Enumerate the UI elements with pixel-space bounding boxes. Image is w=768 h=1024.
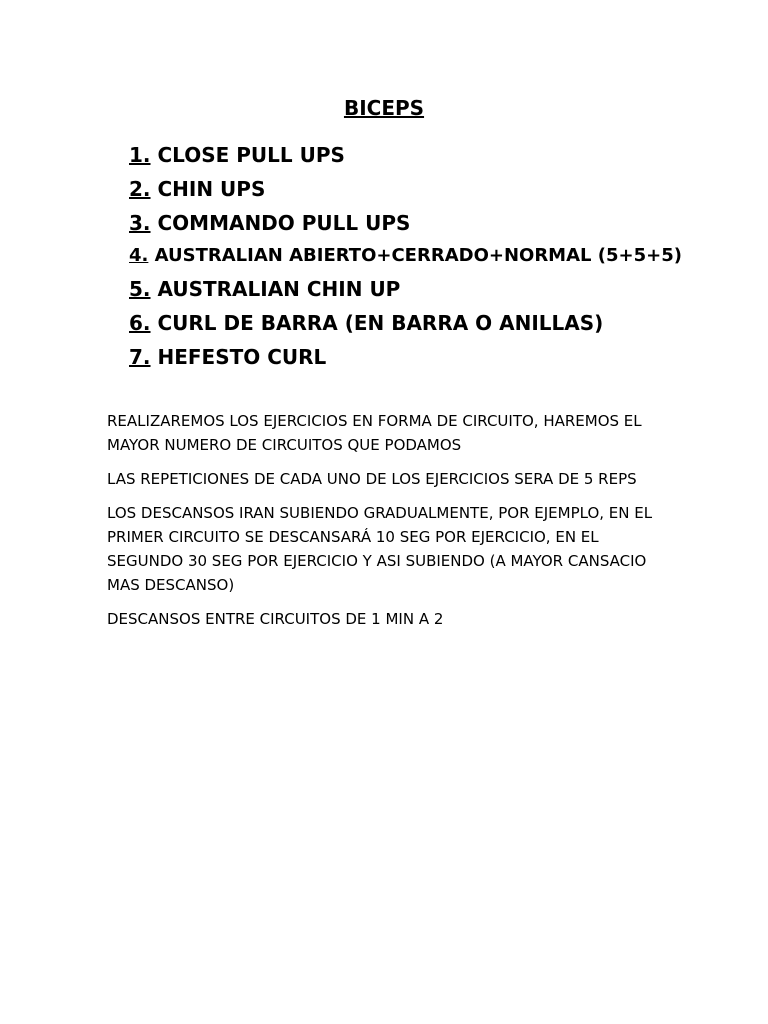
note-paragraph: LAS REPETICIONES DE CADA UNO DE LOS EJERCICIOS SERA DE 5 REPS bbox=[107, 470, 637, 488]
list-item bbox=[129, 340, 682, 374]
exercise-number: 4. bbox=[129, 245, 149, 266]
exercise-number: 3. bbox=[129, 211, 151, 235]
exercise-name: AUSTRALIAN CHIN UP bbox=[157, 277, 401, 301]
list-item bbox=[129, 138, 682, 172]
list-item bbox=[129, 206, 682, 240]
notes-section bbox=[107, 409, 667, 641]
exercise-number: 2. bbox=[129, 177, 151, 201]
note-paragraph: LOS DESCANSOS IRAN SUBIENDO GRADUALMENTE, POR EJEMPLO, EN EL PRIMER CIRCUITO SE DESCANSARÁ 10 SEG POR EJERCICIO, EN EL SEGUNDO 30 SEG POR EJERCICIO Y ASI SUBIENDO (A MAYOR CANSACIO MAS DESCANSO) bbox=[107, 504, 653, 594]
exercise-name: AUSTRALIAN ABIERTO+CERRADO+NORMAL (5+5+5) bbox=[154, 245, 682, 266]
document-title: BICEPS bbox=[343, 96, 425, 120]
exercise-name: COMMANDO PULL UPS bbox=[157, 211, 411, 235]
exercise-list bbox=[129, 138, 682, 374]
list-item bbox=[129, 240, 682, 272]
list-item bbox=[129, 272, 682, 306]
exercise-name: CLOSE PULL UPS bbox=[157, 143, 345, 167]
exercise-name: HEFESTO CURL bbox=[157, 345, 327, 369]
exercise-number: 1. bbox=[129, 143, 151, 167]
exercise-name: CHIN UPS bbox=[157, 177, 266, 201]
exercise-number: 5. bbox=[129, 277, 151, 301]
exercise-number: 7. bbox=[129, 345, 151, 369]
exercise-name: CURL DE BARRA (EN BARRA O ANILLAS) bbox=[157, 311, 604, 335]
list-item bbox=[129, 306, 682, 340]
list-item bbox=[129, 172, 682, 206]
note-paragraph: REALIZAREMOS LOS EJERCICIOS EN FORMA DE CIRCUITO, HAREMOS EL MAYOR NUMERO DE CIRCUITOS QUE PODAMOS bbox=[107, 412, 642, 454]
note-paragraph: DESCANSOS ENTRE CIRCUITOS DE 1 MIN A 2 bbox=[107, 610, 444, 628]
exercise-number: 6. bbox=[129, 311, 151, 335]
